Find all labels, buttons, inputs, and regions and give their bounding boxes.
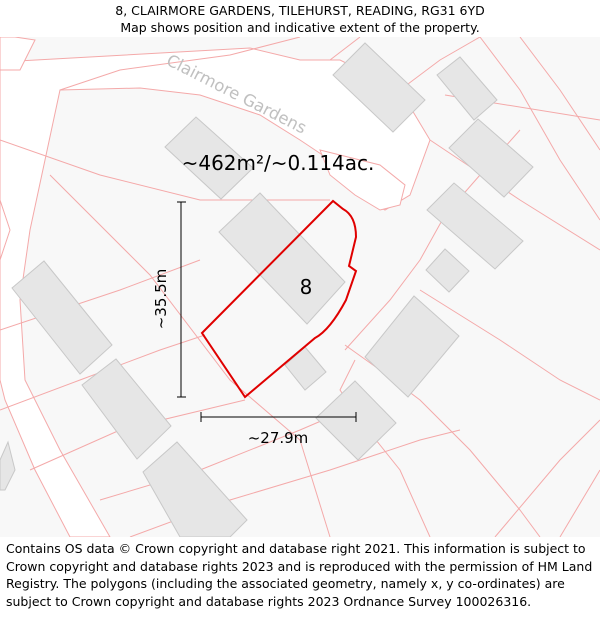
building — [449, 119, 533, 197]
height-dimension — [177, 202, 186, 397]
copyright-notice: Contains OS data © Crown copyright and database right 2021. This information is subject to Crown copyright and database rights 2023 and is reproduced with the permission of HM Land Registry. The polygons (including the associated geometry, namely x, y co-ordinates) are subject to Crown copyright and database rights 2023 Ordnance Survey 100026316. — [6, 541, 593, 609]
building — [285, 347, 326, 390]
building — [219, 193, 345, 324]
plot-number-label: 8 — [299, 275, 313, 299]
height-dimension-label: ~35.5m — [152, 268, 170, 330]
building — [437, 57, 497, 120]
map-header — [0, 0, 600, 37]
width-dimension-label: ~27.9m — [247, 429, 309, 447]
street-name-label: Clairmore Gardens — [163, 50, 310, 138]
building — [426, 249, 469, 292]
property-map[interactable] — [0, 37, 600, 537]
building — [365, 296, 459, 397]
map-subtitle: Map shows position and indicative extent of the property. — [120, 20, 480, 35]
building — [143, 442, 247, 537]
property-address: 8, CLAIRMORE GARDENS, TILEHURST, READING, RG31 6YD — [115, 3, 485, 18]
area-label: ~462m²/~0.114ac. — [181, 151, 375, 175]
building — [12, 261, 112, 374]
building — [0, 442, 15, 490]
map-canvas — [0, 37, 600, 537]
